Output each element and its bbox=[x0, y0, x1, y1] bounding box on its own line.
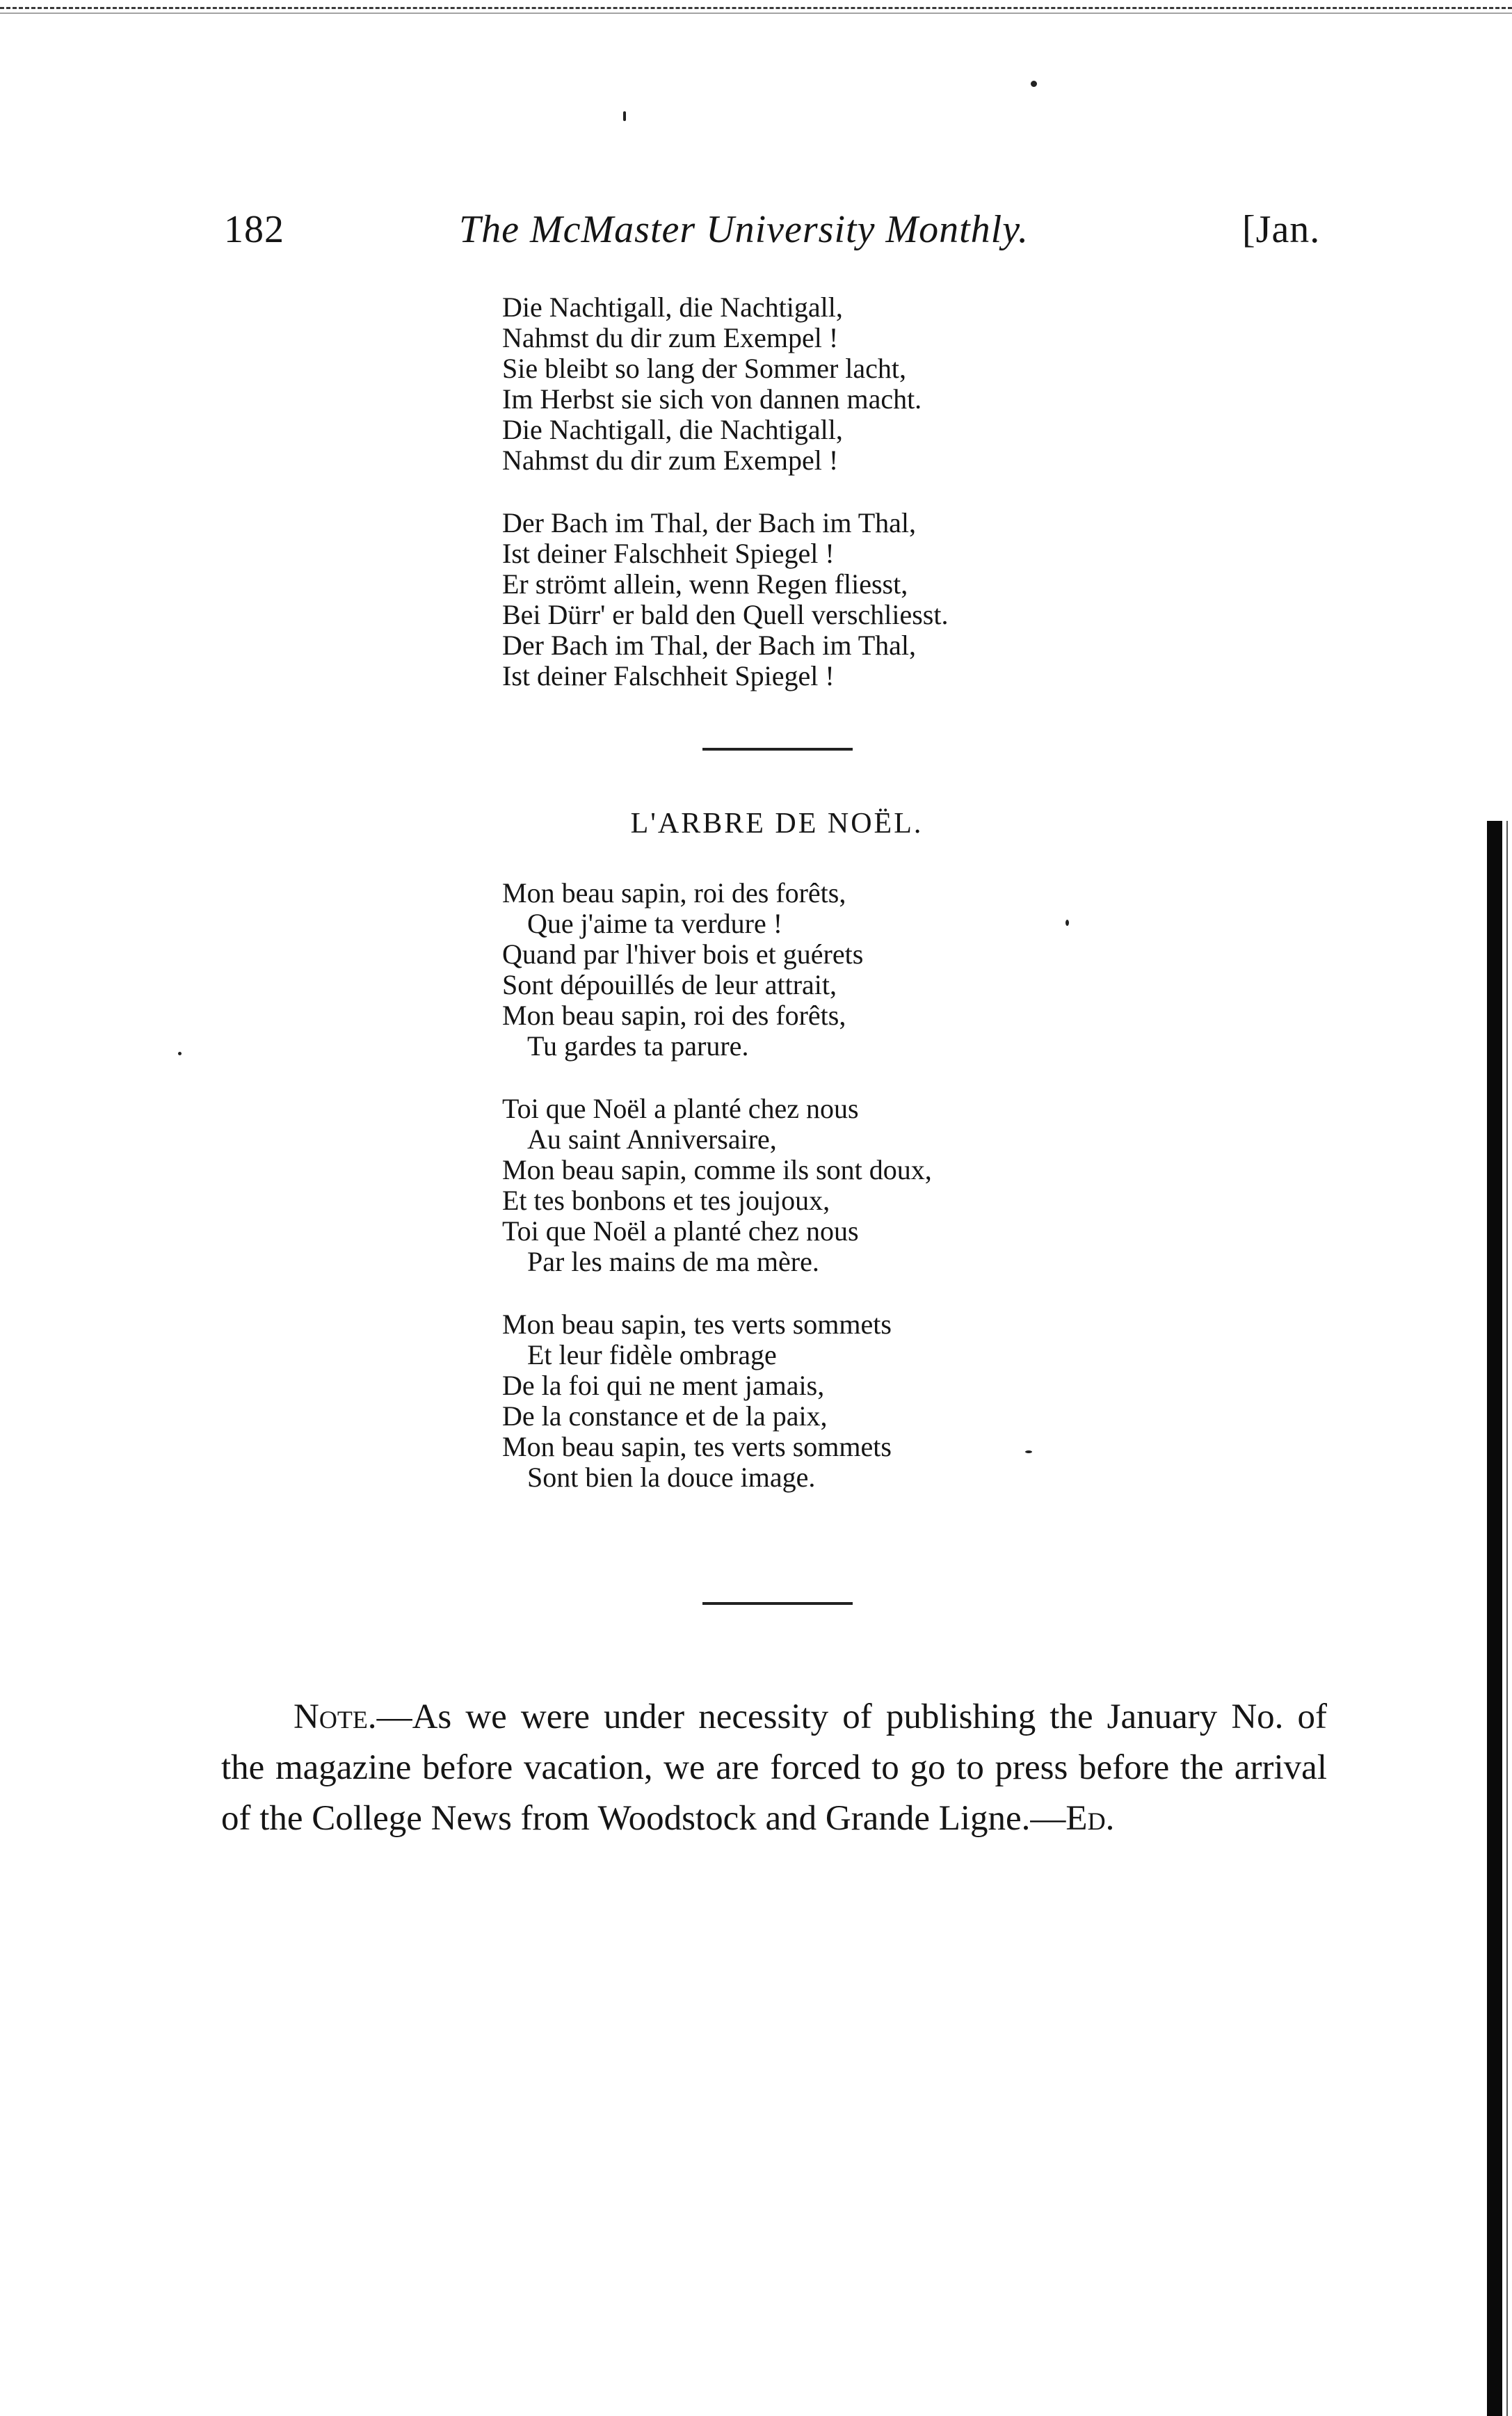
running-month: [Jan. bbox=[1242, 208, 1321, 251]
verse-line: Im Herbst sie sich von dannen macht. bbox=[502, 383, 922, 415]
verse-line: Der Bach im Thal, der Bach im Thal, bbox=[502, 507, 917, 538]
verse-line: Sont dépouillés de leur attrait, bbox=[502, 969, 837, 1000]
page-header bbox=[0, 207, 1512, 263]
verse-line: Toi que Noël a planté chez nous bbox=[502, 1093, 859, 1124]
verse-line: Toi que Noël a planté chez nous bbox=[502, 1215, 859, 1247]
verse-line: Mon beau sapin, comme ils sont doux, bbox=[502, 1154, 932, 1185]
verse-line: Er strömt allein, wenn Regen fliesst, bbox=[502, 568, 908, 600]
scan-speck bbox=[1025, 1450, 1032, 1453]
verse-line: Bei Dürr' er bald den Quell verschliesst. bbox=[502, 599, 949, 630]
note-signature: Ed. bbox=[1065, 1799, 1115, 1838]
scan-speck bbox=[623, 111, 626, 121]
verse-line: Ist deiner Falschheit Spiegel ! bbox=[502, 538, 835, 569]
verse-line: Que j'aime ta verdure ! bbox=[527, 908, 783, 939]
verse-line: Par les mains de ma mère. bbox=[527, 1246, 819, 1277]
french-stanza-1 bbox=[502, 878, 863, 1062]
verse-line: Nahmst du dir zum Exempel ! bbox=[502, 445, 839, 476]
note-text: —As we were under necessity of publishing the January No. of the magazine before vacation, we are forced to go to press before the arrival of the College News from Woodstock and Grande Ligne.— bbox=[221, 1697, 1327, 1838]
top-border-rule bbox=[0, 7, 1512, 9]
verse-line: Die Nachtigall, die Nachtigall, bbox=[502, 414, 843, 445]
verse-line: Die Nachtigall, die Nachtigall, bbox=[502, 291, 843, 323]
scan-edge-bar bbox=[1487, 821, 1502, 2416]
verse-line: Au saint Anniversaire, bbox=[527, 1123, 777, 1155]
scan-edge-line bbox=[1506, 821, 1508, 2416]
verse-line: Der Bach im Thal, der Bach im Thal, bbox=[502, 630, 917, 661]
page-number: 182 bbox=[224, 208, 284, 251]
scan-speck bbox=[1065, 920, 1069, 926]
verse-line: Et tes bonbons et tes joujoux, bbox=[502, 1185, 830, 1216]
verse-line: Sie bleibt so lang der Sommer lacht, bbox=[502, 353, 906, 384]
verse-line: Mon beau sapin, roi des forêts, bbox=[502, 1000, 846, 1031]
verse-line: Nahmst du dir zum Exempel ! bbox=[502, 322, 839, 353]
poem-title: L'ARBRE DE NOËL. bbox=[630, 808, 924, 840]
scan-speck bbox=[1031, 81, 1037, 87]
top-border-rule-secondary bbox=[0, 13, 1512, 14]
verse-line: Mon beau sapin, tes verts sommets bbox=[502, 1309, 892, 1340]
verse-line: De la constance et de la paix, bbox=[502, 1400, 828, 1432]
editor-note bbox=[221, 1692, 1327, 1844]
verse-line: Quand par l'hiver bois et guérets bbox=[502, 938, 864, 970]
verse-line: Et leur fidèle ombrage bbox=[527, 1339, 777, 1370]
section-divider bbox=[702, 1602, 853, 1605]
running-title: The McMaster University Monthly. bbox=[459, 208, 1029, 251]
french-stanza-2 bbox=[502, 1094, 932, 1277]
section-divider bbox=[702, 748, 853, 751]
german-stanza-2 bbox=[502, 508, 948, 691]
verse-line: Tu gardes ta parure. bbox=[527, 1030, 749, 1062]
verse-line: Mon beau sapin, roi des forêts, bbox=[502, 877, 846, 909]
verse-line: De la foi qui ne ment jamais, bbox=[502, 1370, 825, 1401]
verse-line: Sont bien la douce image. bbox=[527, 1462, 816, 1493]
verse-line: Ist deiner Falschheit Spiegel ! bbox=[502, 660, 835, 691]
note-label: Note. bbox=[293, 1697, 377, 1736]
scan-speck bbox=[178, 1052, 182, 1055]
french-stanza-3 bbox=[502, 1309, 892, 1493]
german-stanza-1 bbox=[502, 292, 922, 476]
verse-line: Mon beau sapin, tes verts sommets bbox=[502, 1431, 892, 1462]
